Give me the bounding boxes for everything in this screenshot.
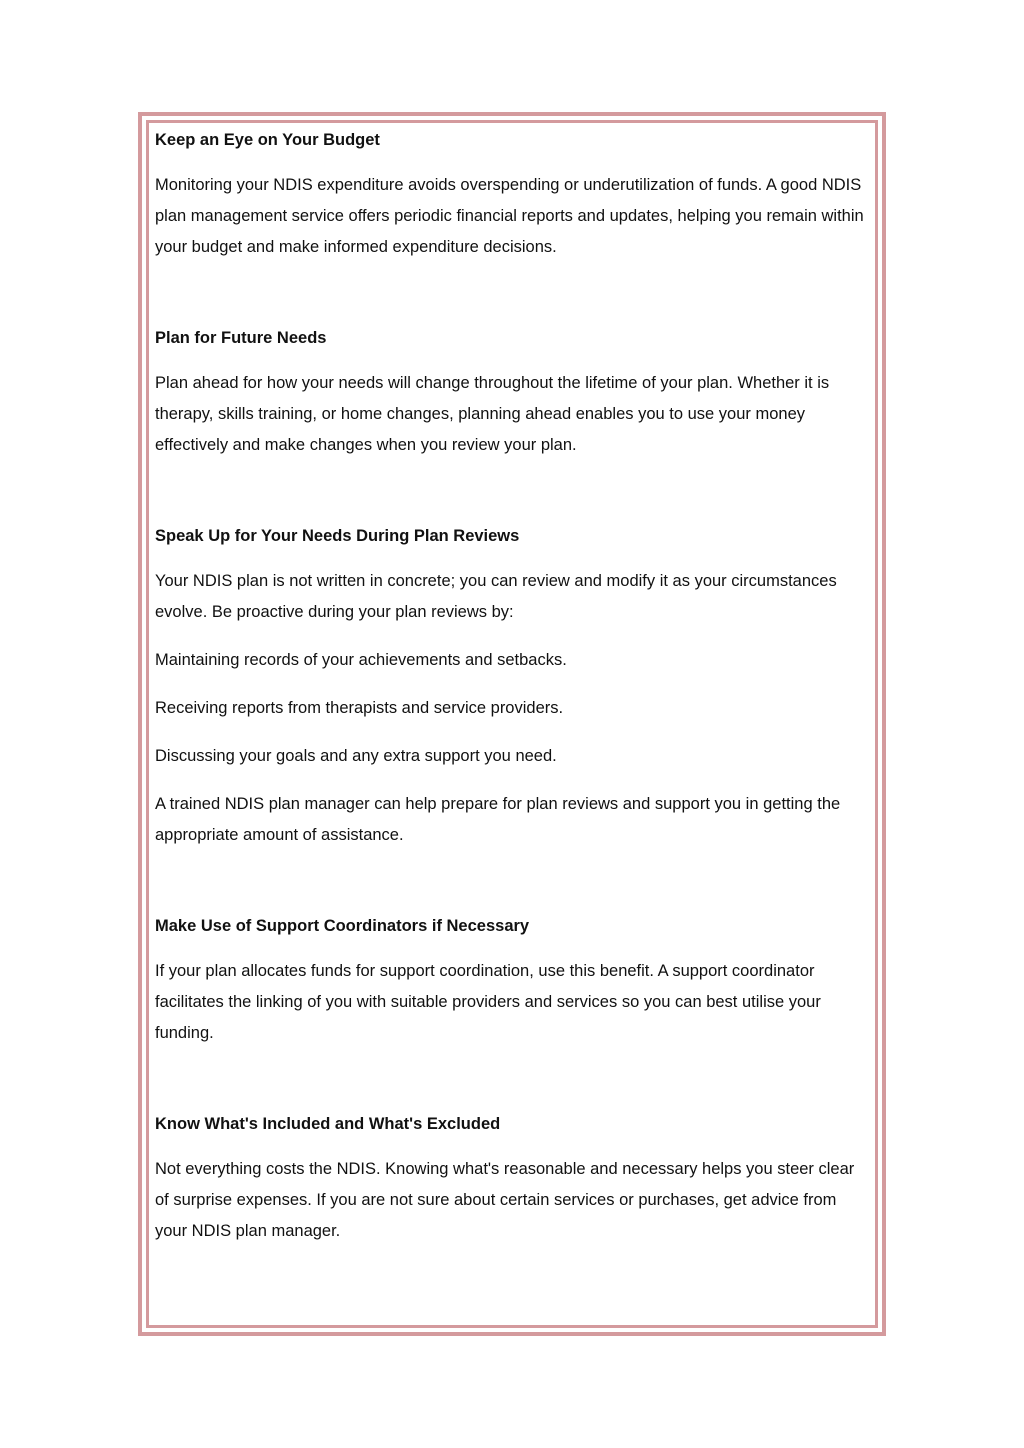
paragraph: Maintaining records of your achievements and setbacks. [155, 651, 567, 669]
section-included-excluded [155, 1111, 871, 1247]
paragraph: Not everything costs the NDIS. Knowing what's reasonable and necessary helps you steer clear of surprise expenses. If you are not sure about certain services or purchases, get advice from your NDIS plan manager. [155, 1160, 855, 1240]
paragraph: Receiving reports from therapists and service providers. [155, 699, 564, 717]
section-heading: Make Use of Support Coordinators if Necessary [155, 917, 530, 935]
section-support-coordinators [155, 913, 871, 1049]
section-future-needs [155, 325, 871, 461]
section-heading: Plan for Future Needs [155, 329, 327, 347]
paragraph: Discussing your goals and any extra support you need. [155, 747, 557, 765]
paragraph: A trained NDIS plan manager can help prepare for plan reviews and support you in getting the appropriate amount of assistance. [155, 795, 841, 844]
section-plan-reviews [155, 523, 871, 851]
document-content [155, 127, 871, 1264]
section-heading: Know What's Included and What's Excluded [155, 1115, 501, 1133]
paragraph: Your NDIS plan is not written in concrete; you can review and modify it as your circumstances evolve. Be proactive during your plan reviews by: [155, 572, 837, 621]
section-heading: Speak Up for Your Needs During Plan Reviews [155, 527, 520, 545]
section-heading: Keep an Eye on Your Budget [155, 131, 380, 149]
section-budget [155, 127, 871, 263]
paragraph: If your plan allocates funds for support coordination, use this benefit. A support coordinator facilitates the linking of you with suitable providers and services so you can best utilise your funding. [155, 962, 821, 1042]
paragraph: Plan ahead for how your needs will change throughout the lifetime of your plan. Whether it is therapy, skills training, or home changes, planning ahead enables you to use your money effectively and make changes when you review your plan. [155, 374, 830, 454]
paragraph: Monitoring your NDIS expenditure avoids overspending or underutilization of funds. A good NDIS plan management service offers periodic financial reports and updates, helping you remain within your budget and make informed expenditure decisions. [155, 176, 864, 256]
